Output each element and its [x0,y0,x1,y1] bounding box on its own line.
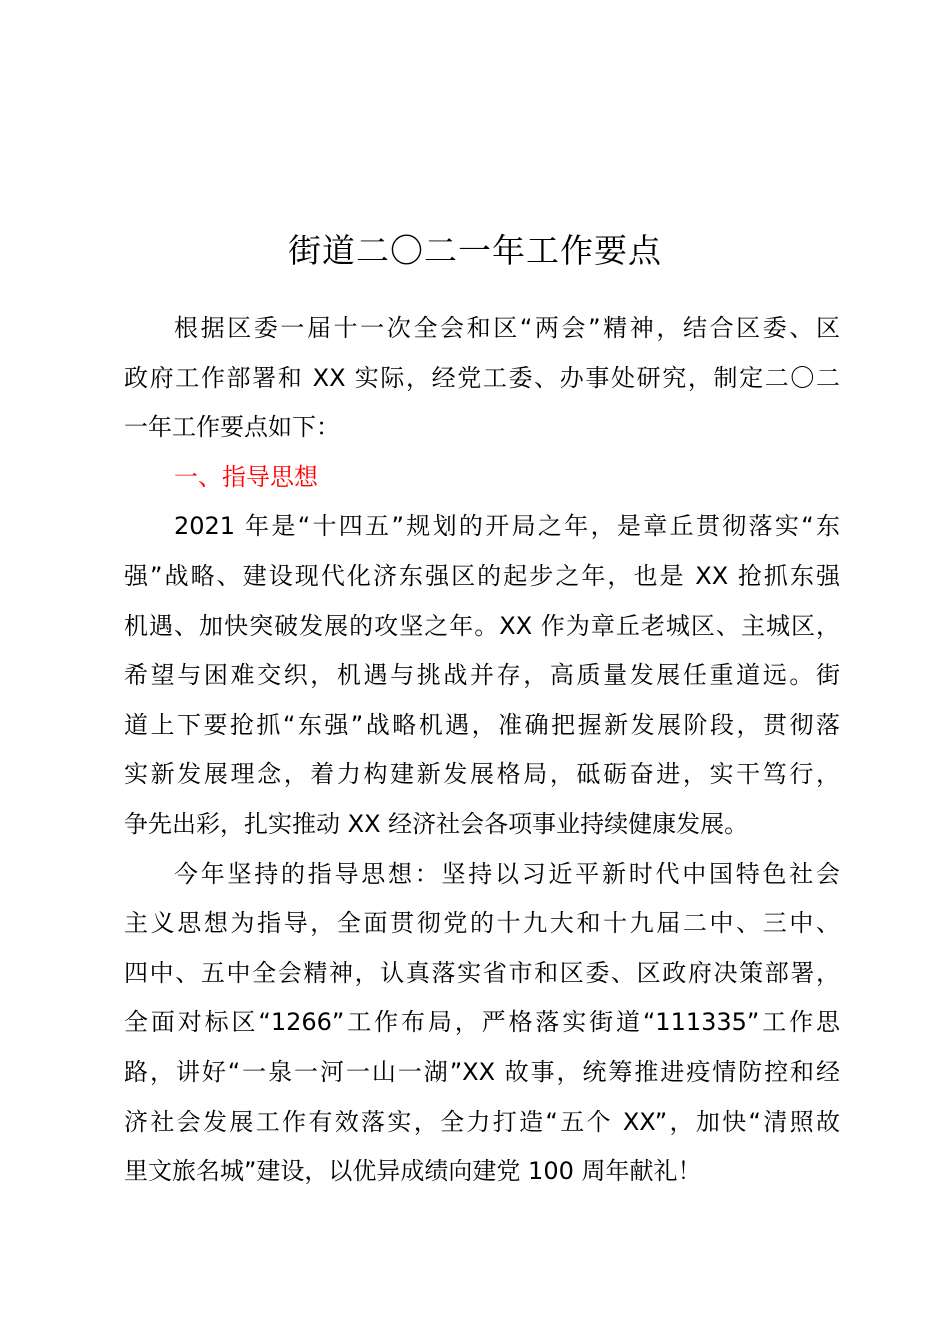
paragraph-line: 济社会发展工作有效落实，全力打造“五个 XX”，加快“清照故 [124,1107,840,1136]
paragraph-line: 四中、五中全会精神，认真落实省市和区委、区政府决策部署， [124,958,840,987]
paragraph-intro [124,304,840,453]
section-heading-guiding-thought: 一、指导思想 [174,462,318,491]
paragraph-line: 今年坚持的指导思想：坚持以习近平新时代中国特色社会 [174,859,840,888]
paragraph-line: 道上下要抢抓“东强”战略机遇，准确把握新发展阶段，贯彻落 [124,710,840,739]
document-body [124,304,840,1197]
paragraph-line: 争先出彩，扎实推动 XX 经济社会各项事业持续健康发展。 [124,809,749,838]
paragraph-line: 路，讲好“一泉一河一山一湖”XX 故事，统筹推进疫情防控和经 [124,1057,840,1086]
paragraph-line: 一年工作要点如下： [124,413,340,442]
paragraph-background [124,502,840,849]
paragraph-line: 希望与困难交织，机遇与挑战并存，高质量发展任重道远。街 [124,661,840,690]
document-title: 街道二〇二一年工作要点 [288,231,662,270]
paragraph-line: 根据区委一届十一次全会和区“两会”精神，结合区委、区 [174,314,840,342]
paragraph-line: 里文旅名城”建设，以优异成绩向建党 100 周年献礼！ [124,1157,702,1186]
paragraph-line: 政府工作部署和 XX 实际，经党工委、办事处研究，制定二〇二 [124,363,840,392]
paragraph-line: 2021 年是“十四五”规划的开局之年，是章丘贯彻落实“东 [174,512,840,541]
paragraph-guiding-thought [124,850,840,1197]
paragraph-line: 主义思想为指导，全面贯彻党的十九大和十九届二中、三中、 [124,909,840,938]
paragraph-line: 强”战略、建设现代化济东强区的起步之年，也是 XX 抢抓东强 [124,561,840,590]
paragraph-line: 机遇、加快突破发展的攻坚之年。XX 作为章丘老城区、主城区， [124,611,840,640]
paragraph-line: 全面对标区“1266”工作布局，严格落实街道“111335”工作思 [124,1008,840,1037]
paragraph-line: 实新发展理念，着力构建新发展格局，砥砺奋进，实干笃行， [124,760,840,789]
